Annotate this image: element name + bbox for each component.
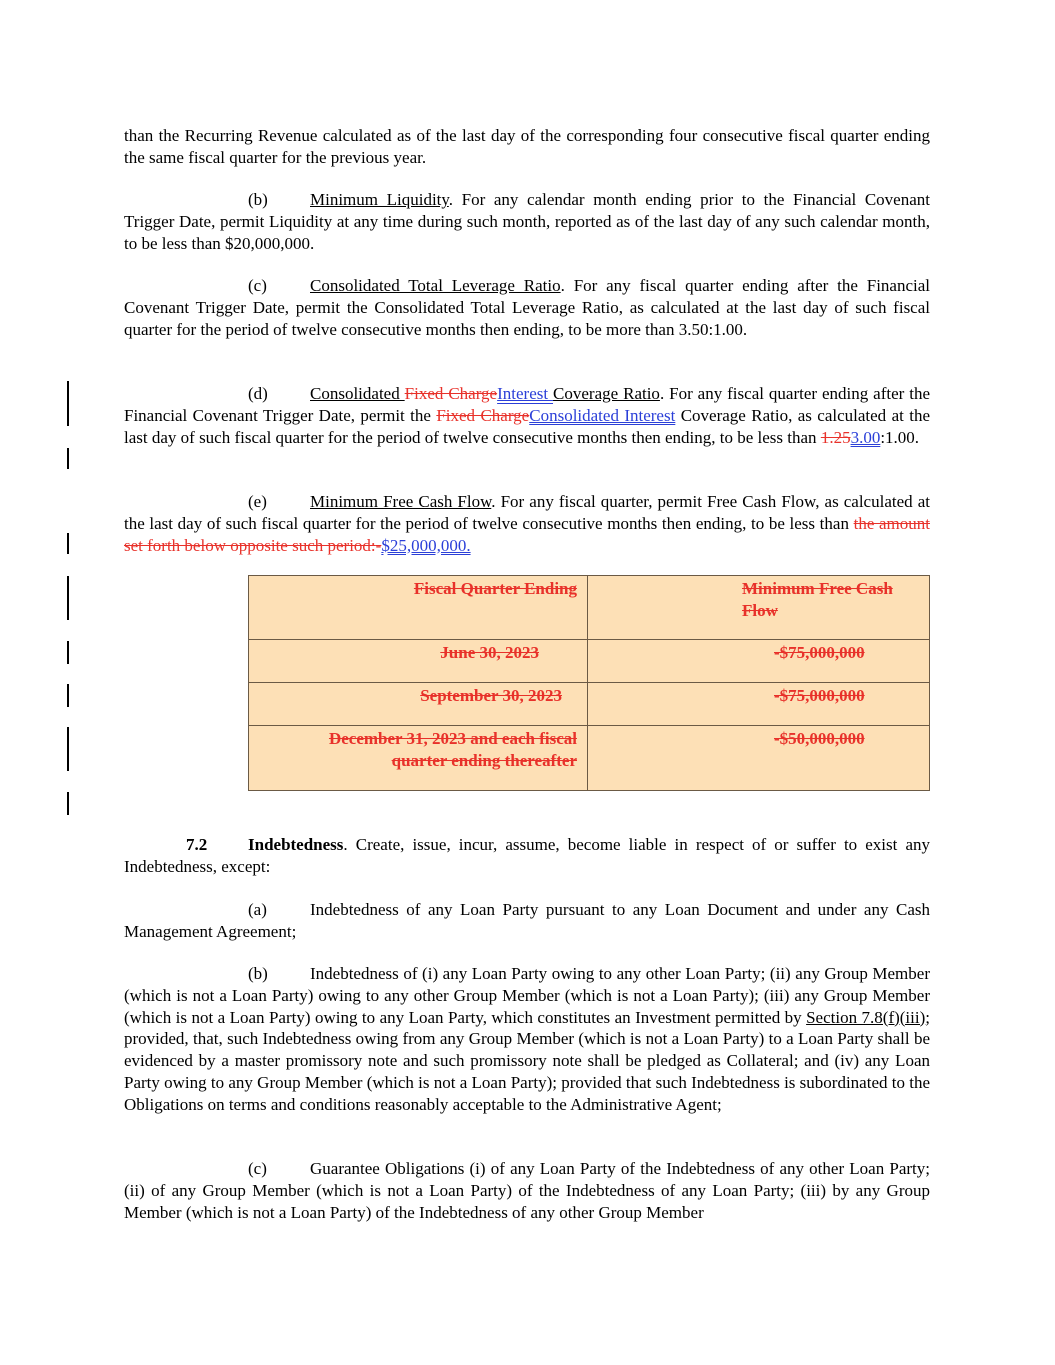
section-number: 7.2	[186, 835, 208, 854]
clause-7-2-a: (a) Indebtedness of any Loan Party pursuant to any Loan Document and under any Cash Management Agreement;	[124, 900, 930, 941]
clause-title: Minimum Free Cash Flow	[310, 492, 492, 511]
section-7-2-indebtedness: 7.2 Indebtedness. Create, issue, incur, assume, become liable in respect of or suffer to exist any Indebtedness, except:	[124, 835, 930, 876]
change-bar	[67, 381, 69, 426]
inserted-text: Interest	[497, 384, 554, 403]
inserted-text: Consolidated Interest	[529, 405, 676, 425]
clause-label: (c)	[248, 1159, 267, 1178]
section-reference-link[interactable]: Section 7.8(f)(iii)	[806, 1007, 926, 1027]
table-header-quarter: Fiscal Quarter Ending	[413, 579, 577, 598]
clause-d-interest-coverage: (d) Consolidated Fixed ChargeInterest Coverage Ratio. For any fiscal quarter ending after the Financial Covenant Trigger Date, permit the Fixed ChargeConsolidated Interest Coverage Ratio, as calculated at the last day of such fiscal quarter for the period of twelve consecutive months then ending, to be less than 1.253.00:1.00.	[124, 384, 931, 447]
table-row	[249, 683, 930, 726]
table-cell-amount: -$75,000,000	[774, 643, 865, 662]
clause-c-leverage-ratio: (c) Consolidated Total Leverage Ratio. For any fiscal quarter ending after the Financial Covenant Trigger Date, permit the Consolidated Total Leverage Ratio, as calculated at the last day of such fiscal quarter for the period of twelve consecutive months then ending, to be more than 3.50:1.00.	[124, 276, 930, 339]
change-bar	[67, 727, 69, 771]
table-cell-quarter: June 30, 2023	[440, 643, 539, 662]
clause-label: (b)	[248, 190, 268, 209]
change-bar	[67, 448, 69, 469]
change-bar	[67, 684, 69, 707]
change-bar	[67, 533, 69, 554]
clause-b-minimum-liquidity: (b) Minimum Liquidity. For any calendar month ending prior to the Financial Covenant Trigger Date, permit Liquidity at any time during such month, reported as of the last day of any such calendar month, to be less than $20,000,000.	[124, 190, 930, 253]
clause-7-2-b: (b) Indebtedness of (i) any Loan Party owing to any other Loan Party; (ii) any Group Member (which is not a Loan Party) owing to any other Group Member (which is not a Loan Party); (iii) any Group Member (which is not a Loan Party) owing to any Loan Party, which constitutes an Investment permitted by Section 7.8(f)(iii); provided, that, such Indebtedness owing from any Group Member (which is not a Loan Party) to a Loan Party shall be evidenced by a master promissory note and such promissory note shall be pledged as Collateral; and (iv) any Loan Party owing to any Group Member (which is not a Loan Party); provided that such Indebtedness is subordinated to the Obligations on terms and conditions reasonably acceptable to the Administrative Agent;	[124, 964, 930, 1114]
clause-label: (c)	[248, 276, 267, 295]
table-header-amount: Minimum Free Cash Flow	[742, 579, 893, 620]
change-bar	[67, 576, 69, 620]
clause-label: (a)	[248, 900, 267, 919]
section-title: Indebtedness	[248, 835, 344, 854]
deleted-text: the amount set forth below opposite such period:	[124, 513, 930, 555]
clause-title: Consolidated Total Leverage Ratio	[310, 276, 561, 295]
inserted-text: 3.00	[850, 427, 881, 447]
change-bar	[67, 792, 69, 815]
clause-e-free-cash-flow: (e) Minimum Free Cash Flow. For any fiscal quarter, permit Free Cash Flow, as calculated at the last day of such fiscal quarter for the period of twelve consecutive months then ending, to be less than the amount set forth below opposite such period:-$25,000,000.	[124, 492, 930, 555]
inserted-text: $25,000,000.	[381, 535, 471, 555]
clause-label: (b)	[248, 964, 268, 983]
table-cell-quarter: September 30, 2023	[420, 686, 562, 705]
deleted-text: 1.25	[820, 427, 851, 447]
deleted-text: Fixed Charge	[436, 405, 530, 425]
clause-7-2-c: (c) Guarantee Obligations (i) of any Loan Party of the Indebtedness of any other Loan Party; (ii) of any Group Member (which is not a Loan Party) of the Indebtedness of any Loan Party; (iii) by any Group Member (which is not a Loan Party) of the Indebtedness of any other Group Member	[124, 1159, 930, 1222]
table-row	[249, 726, 930, 791]
deleted-text: Fixed Charge	[404, 384, 498, 403]
free-cash-flow-table	[248, 575, 930, 791]
table-cell-quarter: December 31, 2023 and each fiscal quarter ending thereafter	[328, 729, 577, 770]
table-cell-amount: -$75,000,000	[774, 686, 865, 705]
table-cell-amount: -$50,000,000	[774, 729, 865, 748]
clause-label: (e)	[248, 492, 267, 511]
table-row	[249, 640, 930, 683]
intro-paragraph: than the Recurring Revenue calculated as of the last day of the corresponding four consecutive fiscal quarter ending the same fiscal quarter for the previous year.	[124, 126, 930, 167]
clause-title: Minimum Liquidity	[310, 190, 449, 209]
change-bar	[67, 641, 69, 664]
clause-label: (d)	[248, 384, 268, 403]
